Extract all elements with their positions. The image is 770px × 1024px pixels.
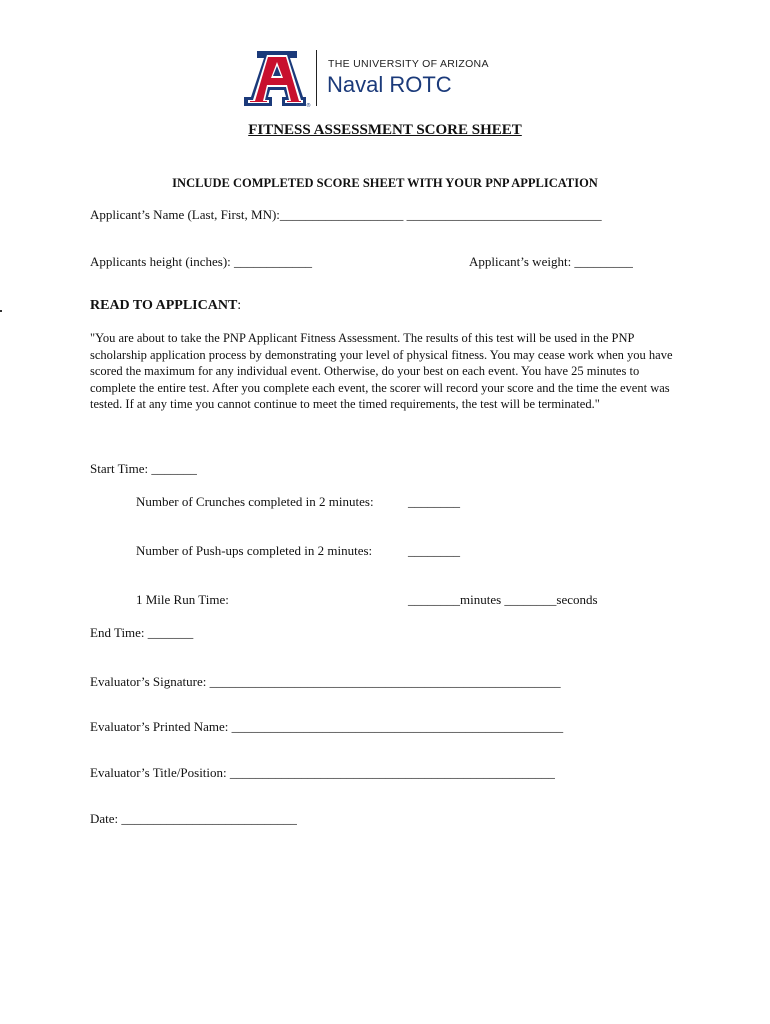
logo-divider <box>316 50 317 106</box>
instructions-paragraph: "You are about to take the PNP Applicant Fitness Assessment. The results of this test will be used in the PNP scholarship application process by demonstrating your level of physical fitness. You may cease work when you have scored the maximum for any individual event. Otherwise, do your best on each event. You have 25 minutes to complete the entire test. After you complete each event, the scorer will record your score and the time the event was tested. If at any time you cannot continue to meet the timed requirements, the test will be terminated." <box>90 331 673 411</box>
page-title: FITNESS ASSESSMENT SCORE SHEET <box>248 122 522 138</box>
pushups-field[interactable]: ________ <box>408 543 460 558</box>
evaluator-signature-field[interactable]: Evaluator’s Signature: ______________________________________________________ <box>90 674 561 689</box>
mile-run-label: 1 Mile Run Time: <box>136 592 229 607</box>
unit-name: Naval ROTC <box>327 72 452 97</box>
read-heading-text: READ TO APPLICANT <box>90 298 238 313</box>
end-time-field[interactable]: End Time: _______ <box>90 625 194 640</box>
applicant-weight-field[interactable]: Applicant’s weight: _________ <box>469 254 633 269</box>
university-name: THE UNIVERSITY OF ARIZONA <box>328 58 489 70</box>
pushups-label: Number of Push-ups completed in 2 minutes: <box>136 543 373 558</box>
date-field[interactable]: Date: ___________________________ <box>90 811 297 826</box>
applicant-height-field[interactable]: Applicants height (inches): ____________ <box>90 254 313 269</box>
registered-mark: ® <box>306 103 311 108</box>
read-to-applicant-heading <box>90 298 241 314</box>
crunches-label: Number of Crunches completed in 2 minutes: <box>136 494 374 509</box>
evaluator-printed-name-field[interactable]: Evaluator’s Printed Name: ___________________________________________________ <box>90 719 564 734</box>
margin-mark <box>0 310 2 312</box>
arizona-a-logo <box>242 50 312 108</box>
instruction-line: INCLUDE COMPLETED SCORE SHEET WITH YOUR PNP APPLICATION <box>172 176 598 190</box>
read-heading-colon: : <box>237 298 242 313</box>
start-time-field[interactable]: Start Time: _______ <box>90 461 197 476</box>
applicant-name-field[interactable]: Applicant’s Name (Last, First, MN):___________________ ______________________________ <box>90 207 602 222</box>
evaluator-title-position-field[interactable]: Evaluator’s Title/Position: __________________________________________________ <box>90 765 555 780</box>
mile-run-time-field[interactable]: ________minutes ________seconds <box>408 592 598 607</box>
crunches-field[interactable]: ________ <box>408 494 460 509</box>
